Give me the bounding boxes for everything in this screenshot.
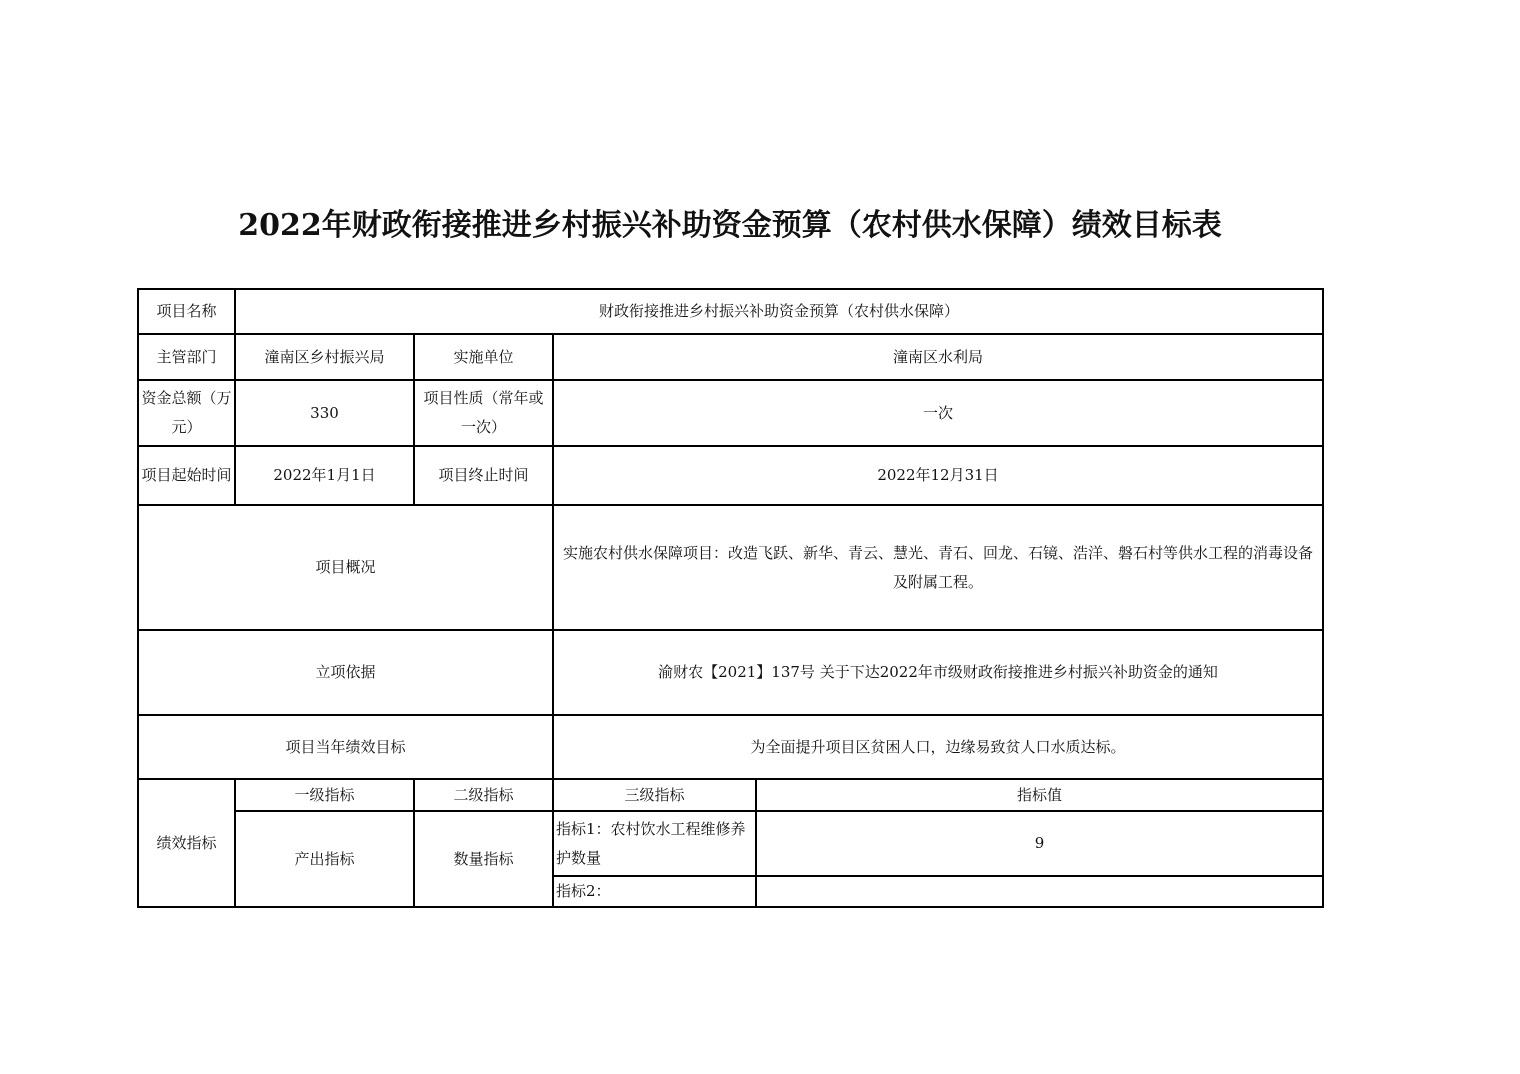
end-time-value: 2022年12月31日 — [553, 446, 1323, 505]
project-name-value: 财政衔接推进乡村振兴补助资金预算（农村供水保障） — [235, 289, 1323, 334]
row-period — [138, 446, 1323, 505]
row-department — [138, 334, 1323, 380]
funding-total-value: 330 — [235, 380, 414, 446]
row-indicator-headers — [138, 779, 1323, 811]
end-time-label: 项目终止时间 — [414, 446, 553, 505]
header-level1: 一级指标 — [235, 779, 414, 811]
project-nature-label: 项目性质（常年或一次） — [414, 380, 553, 446]
start-time-label: 项目起始时间 — [138, 446, 235, 505]
indicators-label: 绩效指标 — [138, 779, 235, 907]
row-overview — [138, 505, 1323, 630]
basis-label: 立项依据 — [138, 630, 553, 715]
indicator-1-value: 9 — [756, 811, 1323, 876]
row-project-name — [138, 289, 1323, 334]
header-level2: 二级指标 — [414, 779, 553, 811]
project-nature-value: 一次 — [553, 380, 1323, 446]
header-level3: 三级指标 — [553, 779, 756, 811]
project-name-label: 项目名称 — [138, 289, 235, 334]
level2-quantity-indicator: 数量指标 — [414, 811, 553, 907]
start-time-value: 2022年1月1日 — [235, 446, 414, 505]
page-title: 2022年财政衔接推进乡村振兴补助资金预算（农村供水保障）绩效目标表 — [238, 208, 1222, 243]
overview-value: 实施农村供水保障项目：改造飞跃、新华、青云、慧光、青石、回龙、石镜、浩洋、磐石村等供水工程的消毒设备及附属工程。 — [553, 505, 1323, 630]
implementing-unit-label: 实施单位 — [414, 334, 553, 380]
level3-indicator-1: 指标1：农村饮水工程维修养护数量 — [553, 811, 756, 876]
implementing-unit-value: 潼南区水利局 — [553, 334, 1323, 380]
overview-label: 项目概况 — [138, 505, 553, 630]
department-label: 主管部门 — [138, 334, 235, 380]
department-value: 潼南区乡村振兴局 — [235, 334, 414, 380]
table-row — [138, 811, 1323, 876]
indicator-2-value — [756, 876, 1323, 907]
level1-output-indicator: 产出指标 — [235, 811, 414, 907]
funding-total-label: 资金总额（万元） — [138, 380, 235, 446]
row-basis — [138, 630, 1323, 715]
performance-goal-table — [137, 288, 1324, 908]
header-value: 指标值 — [756, 779, 1323, 811]
annual-goal-value: 为全面提升项目区贫困人口，边缘易致贫人口水质达标。 — [553, 715, 1323, 779]
level3-indicator-2: 指标2： — [553, 876, 756, 907]
row-funding — [138, 380, 1323, 446]
annual-goal-label: 项目当年绩效目标 — [138, 715, 553, 779]
basis-value: 渝财农【2021】137号 关于下达2022年市级财政衔接推进乡村振兴补助资金的通知 — [553, 630, 1323, 715]
row-annual-goal — [138, 715, 1323, 779]
